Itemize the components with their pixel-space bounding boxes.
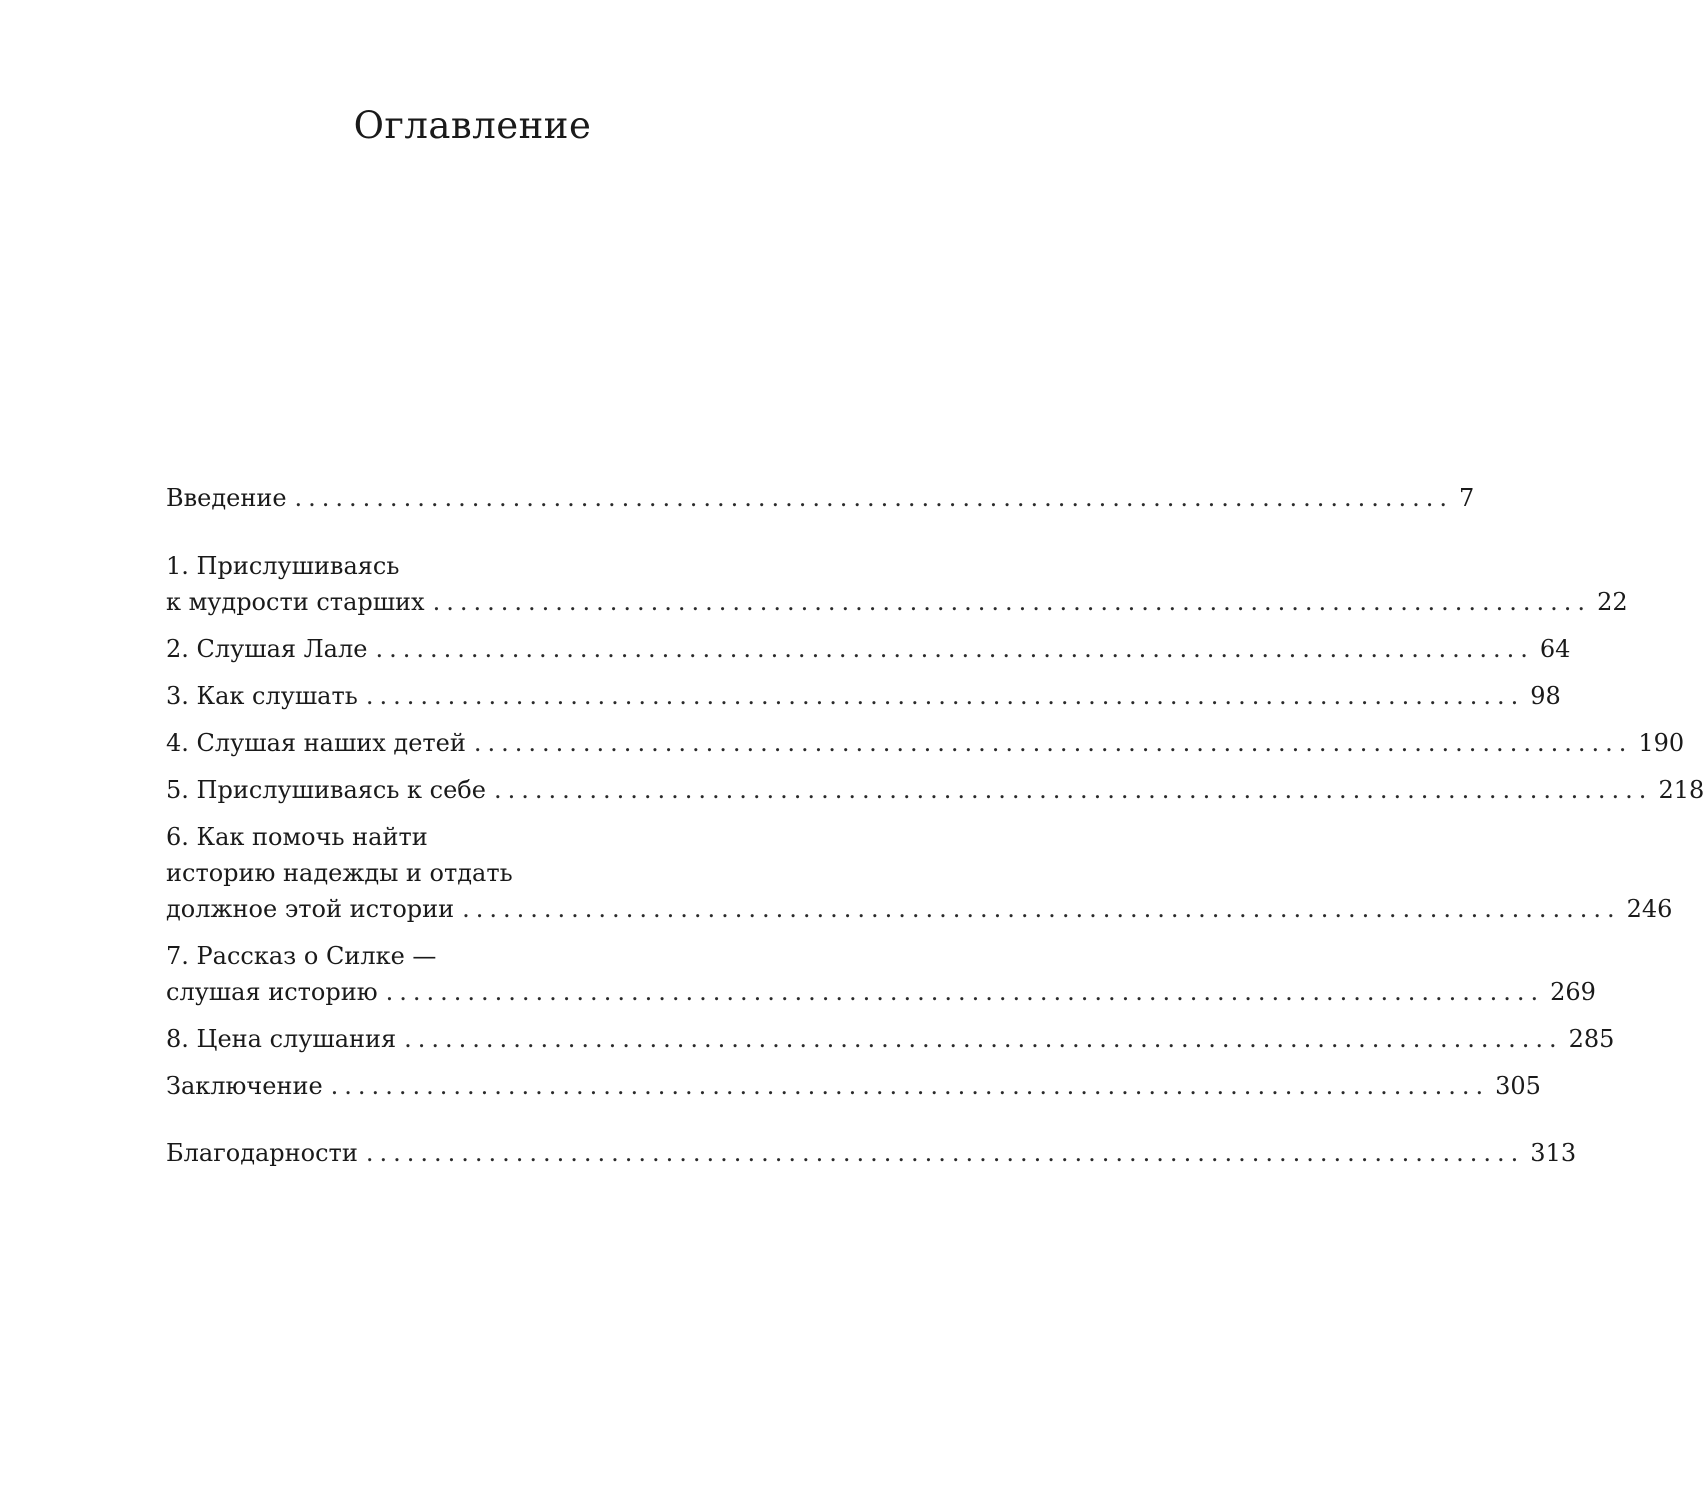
toc-entry-title-line: должное этой истории bbox=[166, 895, 455, 923]
toc-entry-chapter-4[interactable] bbox=[166, 725, 1685, 761]
toc-page-number: 98 bbox=[1530, 682, 1561, 710]
dot-leader: ..................................................................................... bbox=[493, 776, 1653, 804]
toc-entry-title: Введение bbox=[166, 484, 287, 512]
toc-entry-title: 5. Прислушиваясь к себе bbox=[166, 776, 486, 804]
toc-page-number: 64 bbox=[1539, 635, 1571, 663]
table-of-contents bbox=[166, 480, 1704, 1171]
dot-leader: ..................................................................................... bbox=[404, 1025, 1563, 1053]
toc-entry-title-line: 7. Рассказ о Силке — bbox=[166, 942, 437, 970]
dot-leader: ..................................................................................... bbox=[294, 484, 1453, 512]
toc-page-number: 246 bbox=[1626, 895, 1673, 923]
dot-leader: ..................................................................................... bbox=[473, 729, 1633, 757]
dot-leader: ..................................................................................... bbox=[432, 588, 1592, 616]
toc-entry-title: 3. Как слушать bbox=[166, 682, 358, 710]
toc-entry-acknowledgements[interactable] bbox=[166, 1135, 1577, 1171]
page-title: Оглавление bbox=[353, 104, 592, 147]
toc-page-number: 7 bbox=[1459, 484, 1475, 512]
toc-page-number: 22 bbox=[1597, 588, 1628, 616]
toc-entry-title: 8. Цена слушания bbox=[166, 1025, 397, 1053]
toc-entry-chapter-3[interactable] bbox=[166, 678, 1561, 714]
dot-leader: ..................................................................................... bbox=[330, 1072, 1490, 1100]
toc-entry-title-line: слушая историю bbox=[166, 978, 378, 1006]
dot-leader: ..................................................................................... bbox=[365, 682, 1525, 710]
toc-entry-title: Благодарности bbox=[166, 1139, 358, 1167]
dot-leader: ..................................................................................... bbox=[385, 978, 1545, 1006]
toc-page-number: 313 bbox=[1530, 1139, 1577, 1167]
toc-entry-title-line: 6. Как помочь найти bbox=[166, 823, 428, 851]
dot-leader: ..................................................................................... bbox=[365, 1139, 1525, 1167]
toc-entry-chapter-8[interactable] bbox=[166, 1021, 1615, 1057]
dot-leader: ..................................................................................... bbox=[462, 895, 1621, 923]
toc-entry-chapter-7[interactable] bbox=[166, 938, 1596, 1010]
toc-entry-chapter-6[interactable] bbox=[166, 819, 1673, 927]
toc-entry-title-line: к мудрости старших bbox=[166, 588, 425, 616]
toc-entry-chapter-1[interactable] bbox=[166, 548, 1628, 620]
toc-page-number: 269 bbox=[1550, 978, 1596, 1006]
dot-leader: ..................................................................................... bbox=[375, 635, 1534, 663]
toc-entry-title: 2. Слушая Лале bbox=[166, 635, 368, 663]
toc-page-number: 285 bbox=[1568, 1025, 1615, 1053]
toc-entry-title-line: 1. Прислушиваясь bbox=[166, 552, 400, 580]
toc-entry-conclusion[interactable] bbox=[166, 1068, 1541, 1104]
toc-entry-introduction[interactable] bbox=[166, 480, 1475, 516]
toc-entry-title: 4. Слушая наших детей bbox=[166, 729, 466, 757]
toc-entry-title: Заключение bbox=[166, 1072, 323, 1100]
toc-entry-chapter-5[interactable] bbox=[166, 772, 1704, 808]
toc-entry-chapter-2[interactable] bbox=[166, 631, 1571, 667]
toc-page-number: 190 bbox=[1638, 729, 1685, 757]
toc-page-number: 218 bbox=[1658, 776, 1704, 804]
toc-page-number: 305 bbox=[1495, 1072, 1541, 1100]
toc-entry-title-line: историю надежды и отдать bbox=[166, 859, 513, 887]
